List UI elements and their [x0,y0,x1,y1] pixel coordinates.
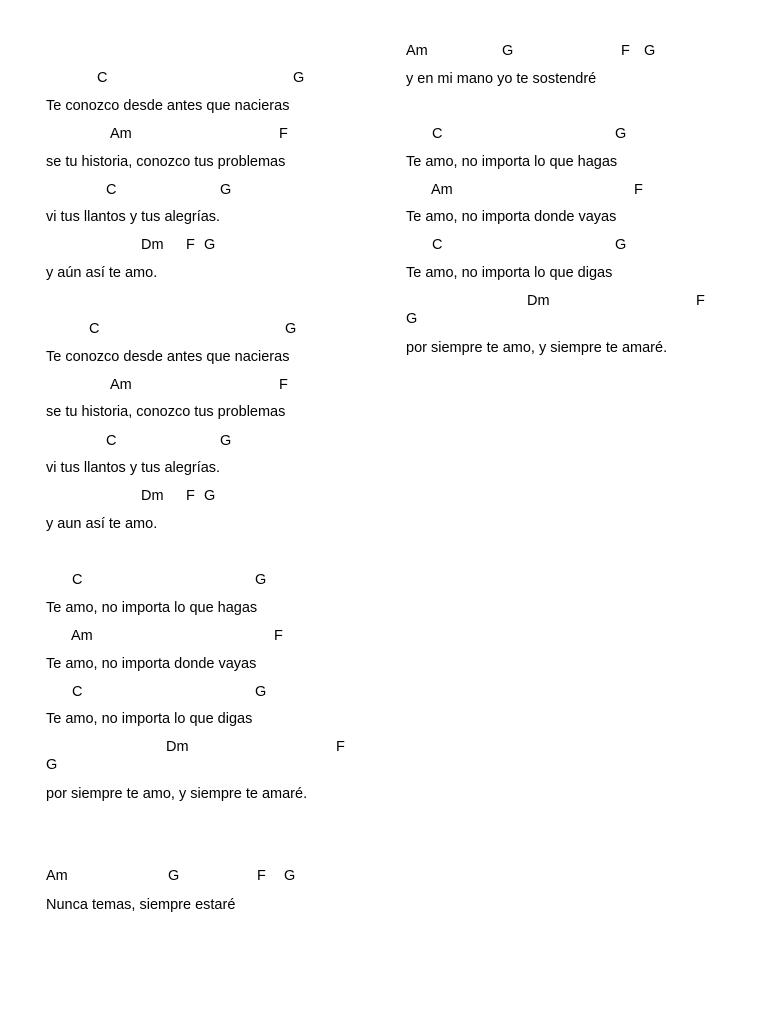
lyric-line: por siempre te amo, y siempre te amaré. [406,340,668,356]
chord: Dm [141,488,164,504]
chord: Am [406,43,428,59]
chord: G [406,311,418,327]
chord: F [336,739,345,755]
chord: G [284,868,296,884]
lyric-line: y en mi mano yo te sostendré [406,71,597,87]
lyric-line: Te amo, no importa donde vayas [406,209,617,225]
lyric-line: y aun así te amo. [46,516,158,532]
chord: G [220,182,232,198]
chord: G [220,433,232,449]
chord: Dm [166,739,189,755]
chord: F [279,377,288,393]
chord: F [274,628,283,644]
chord: C [97,70,108,86]
chord: Am [110,126,132,142]
chord: Am [71,628,93,644]
chord: C [432,237,443,253]
chord: C [106,182,117,198]
lyric-line: se tu historia, conozco tus problemas [46,404,286,420]
chord: Dm [141,237,164,253]
chord: G [255,684,267,700]
chord: C [432,126,443,142]
chord: G [615,126,627,142]
chord: F [186,237,195,253]
chord: G [285,321,297,337]
chord: Am [110,377,132,393]
chord: F [696,293,705,309]
chord: G [46,757,58,773]
lyric-line: vi tus llantos y tus alegrías. [46,209,221,225]
lyric-line: vi tus llantos y tus alegrías. [46,460,221,476]
lyric-line: Te conozco desde antes que nacieras [46,98,290,114]
chord: G [204,488,216,504]
chord: C [72,684,83,700]
lyric-line: Te amo, no importa lo que digas [46,711,253,727]
chord: F [279,126,288,142]
lyric-line: por siempre te amo, y siempre te amaré. [46,786,308,802]
chord: Am [431,182,453,198]
chord: G [615,237,627,253]
chord: G [204,237,216,253]
lyric-line: Te amo, no importa lo que digas [406,265,613,281]
lyric-line: se tu historia, conozco tus problemas [46,154,286,170]
lyric-line: Te amo, no importa donde vayas [46,656,257,672]
chord: G [255,572,267,588]
chord: F [257,868,266,884]
chord: C [72,572,83,588]
lyric-line: y aún así te amo. [46,265,158,281]
chord: G [168,868,180,884]
chord: Dm [527,293,550,309]
chord: G [293,70,305,86]
chord: C [106,433,117,449]
lyric-line: Nunca temas, siempre estaré [46,897,236,913]
chord: F [186,488,195,504]
chord: G [644,43,656,59]
chord: C [89,321,100,337]
lyric-line: Te amo, no importa lo que hagas [46,600,258,616]
chord: Am [46,868,68,884]
chord: G [502,43,514,59]
lyric-line: Te conozco desde antes que nacieras [46,349,290,365]
chord: F [634,182,643,198]
chord: F [621,43,630,59]
lyric-line: Te amo, no importa lo que hagas [406,154,618,170]
